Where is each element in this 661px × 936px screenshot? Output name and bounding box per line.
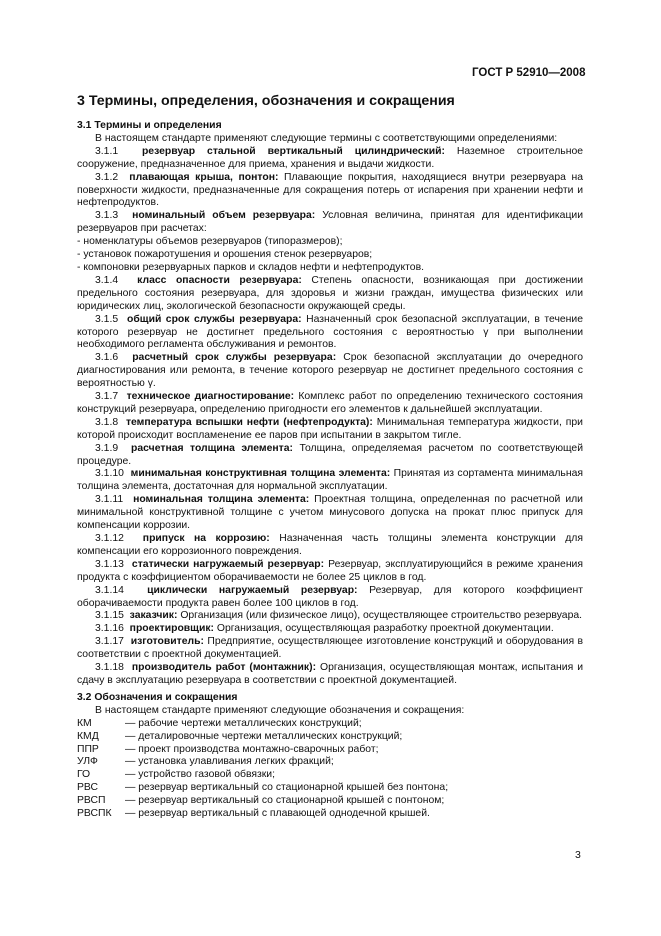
term-text: Организация, осуществляющая монтаж, испытания и сдачу в эксплуатацию резервуара в соответствии с проектной документацией. (77, 662, 583, 686)
abbreviation-definition: — резервуар вертикальный со стационарной крышей с понтоном; (125, 795, 445, 807)
term-number: 3.1.8 (95, 416, 119, 428)
term-text: Резервуар, эксплуатирующийся в режиме хранения продукта с коэффициентом оборачиваемости не более 25 циклов в год. (77, 558, 583, 583)
term-text: Проектная толщина, определенная по расчетной или минимальной конструктивной толщине с учетом минусового допуска на прокат плюс припуск для компенсации коррозии. (77, 494, 583, 532)
term-name: заказчик: (129, 610, 178, 622)
abbreviation-definition: — устройство газовой обвязки; (125, 769, 275, 781)
term-name: общий срок службы резервуара: (127, 313, 302, 325)
term-number: 3.1.7 (95, 391, 119, 403)
term-number: 3.1.13 (95, 558, 124, 570)
term-name: класс опасности резервуара: (137, 274, 302, 286)
term-definition (77, 443, 583, 469)
term-number: 3.1.12 (95, 533, 124, 544)
term-number: 3.1.5 (95, 313, 119, 325)
term-definition (77, 662, 583, 688)
term-text: Организация, осуществляющая разработку проектной документации. (214, 623, 554, 635)
term-text: Толщина, определяемая расчетом по соответствующей процедуре. (77, 442, 583, 467)
abbreviation-row (77, 808, 583, 821)
list-item: - номенклатуры объемов резервуаров (типоразмеров); (77, 236, 343, 248)
abbreviation-definition: — деталировочные чертежи металлических конструкций; (125, 730, 403, 742)
term-text: Организация (или физическое лицо), осуществляющее строительство резервуара. (177, 610, 583, 622)
term-name: номинальный объем резервуара: (132, 210, 316, 222)
term-definition (77, 468, 583, 494)
term-definition (77, 275, 583, 314)
term-name: производитель работ (монтажник): (131, 662, 317, 674)
term-name: циклически нагружаемый резервуар: (147, 584, 358, 596)
abbreviation-row (77, 744, 583, 757)
term-name: резервуар стальной вертикальный цилиндрический: (141, 145, 445, 157)
term-text: Назначенная часть толщины элемента конструкции для компенсации его коррозионного повреждения. (77, 533, 583, 557)
abbreviations-list (77, 718, 583, 821)
term-number: 3.1.17 (95, 636, 124, 648)
abbreviation-row (77, 718, 583, 731)
term-name: расчетная толщина элемента: (131, 442, 293, 454)
term-text: Принятая из сортамента минимальная толщина элемента, достаточная для нормальной эксплуатации. (77, 468, 583, 493)
subsection-intro-3-1: В настоящем стандарте применяют следующие термины с соответствующими определениями: (95, 132, 558, 144)
abbreviation-row (77, 756, 583, 769)
term-number: 3.1.18 (95, 662, 124, 674)
term-name: температура вспышки нефти (нефтепродукта): (125, 416, 373, 428)
term-text: Плавающие покрытия, находящиеся внутри резервуара на поверхности жидкости, предназначенные для сокращения потерь от испарения при хранении нефти и нефтепродуктов. (77, 171, 583, 209)
term-text: Минимальная температура жидкости, при которой происходит воспламенение ее паров при испытании в закрытом тигле. (77, 416, 583, 441)
term-name: плавающая крыша, понтон: (129, 171, 279, 183)
term-name: изготовитель: (130, 636, 204, 648)
term-definition (77, 417, 583, 443)
term-number: 3.1.14 (95, 584, 124, 596)
subsection-title-3-2: 3.2 Обозначения и сокращения (77, 691, 238, 703)
terms-list-1 (77, 146, 583, 236)
term-definition (77, 636, 583, 662)
term-number: 3.1.16 (95, 623, 124, 635)
subsection-title-3-1: 3.1 Термины и определения (77, 120, 222, 131)
term-definition (77, 352, 583, 391)
abbreviation-code: ГО (77, 769, 91, 781)
abbreviation-code: УЛФ (77, 756, 98, 768)
abbreviation-definition: — проект производства монтажно-сварочных работ; (125, 743, 379, 755)
term-definition (77, 494, 583, 533)
term-name: статически нагружаемый резервуар: (131, 558, 325, 570)
term-definition (77, 559, 583, 585)
term-definition (77, 314, 583, 353)
abbreviation-definition: — установка улавливания легких фракций; (125, 756, 334, 768)
term-number: 3.1.6 (95, 352, 119, 364)
term-text: Предприятие, осуществляющее изготовление конструкций и оборудования в соответствии с проектной документацией. (77, 636, 583, 661)
abbreviation-code: РВСП (77, 795, 106, 807)
term-text: Условная величина, принятая для идентификации резервуаров при расчетах: (77, 210, 584, 235)
page-number: 3 (575, 849, 581, 861)
abbreviation-row (77, 731, 583, 744)
section-title: 3 Термины, определения, обозначения и сокращения (77, 93, 455, 109)
term-number: 3.1.9 (95, 442, 119, 454)
list-item: - установок пожаротушения и орошения стенок резервуаров; (77, 249, 373, 261)
term-definition (77, 623, 583, 636)
section-body (77, 120, 583, 821)
abbreviation-code: ППР (77, 743, 99, 755)
abbreviation-code: КМ (77, 717, 92, 729)
abbreviation-row (77, 782, 583, 795)
term-name: расчетный срок службы резервуара: (132, 352, 337, 364)
list-3-1-3 (77, 236, 583, 275)
term-name: припуск на коррозию: (142, 533, 270, 544)
term-number: 3.1.10 (95, 468, 124, 480)
term-text: Назначенный срок безопасной эксплуатации, в течение которого резервуар не достигнет предельного состояния с вероятностью γ при выполнении необходимого регламента обслуживания и ремонтов. (77, 313, 584, 351)
term-text: Комплекс работ по определению технического состояния конструкций резервуара, определению пригодности его элементов к дальнейшей эксплуатации. (77, 391, 583, 415)
term-definition (77, 533, 583, 559)
document-code-header: ГОСТ Р 52910—2008 (472, 67, 586, 79)
term-text: Наземное строительное сооружение, предназначенное для приема, хранения и выдачи жидкости. (77, 145, 583, 170)
term-definition (77, 585, 583, 611)
abbreviation-definition: — резервуар вертикальный с плавающей однодечной крышей. (125, 808, 430, 820)
subsection-intro-3-2: В настоящем стандарте применяют следующие обозначения и сокращения: (95, 704, 465, 716)
abbreviation-row (77, 769, 583, 782)
abbreviation-code: РВСПК (77, 808, 112, 820)
term-number: 3.1.15 (95, 610, 124, 622)
term-name: техническое диагностирование: (126, 391, 295, 403)
abbreviation-code: КМД (77, 730, 99, 742)
abbreviation-definition: — рабочие чертежи металлических конструкций; (125, 717, 362, 729)
term-number: 3.1.1 (95, 145, 119, 157)
term-text: Срок безопасной эксплуатации до очередного диагностирования или ремонта, в течение которого резервуар не достигнет предельного состояния с вероятностью γ. (77, 352, 583, 390)
term-definition (77, 210, 583, 236)
term-name: проектировщик: (129, 623, 214, 635)
term-number: 3.1.3 (95, 210, 119, 222)
term-text: Степень опасности, возникающая при достижении предельного состояния резервуара, для здоровья и жизни граждан, имущества физических или юридических лиц, экологической безопасности окружающей среды. (77, 274, 584, 312)
term-number: 3.1.11 (95, 494, 124, 506)
term-number: 3.1.4 (95, 274, 119, 286)
terms-list-2 (77, 275, 583, 688)
term-name: номинальная толщина элемента: (133, 494, 310, 506)
term-definition (77, 391, 583, 417)
list-item: - компоновки резервуарных парков и складов нефти и нефтепродуктов. (77, 261, 424, 273)
abbreviation-code: РВС (77, 782, 99, 794)
abbreviation-definition: — резервуар вертикальный со стационарной крышей без понтона; (125, 782, 449, 794)
term-definition (77, 172, 583, 211)
abbreviation-row (77, 795, 583, 808)
term-name: минимальная конструктивная толщина элемента: (130, 468, 391, 480)
term-definition (77, 610, 583, 623)
term-text: Резервуар, для которого коэффициент оборачиваемости продукта равен более 100 циклов в год. (77, 584, 583, 609)
term-number: 3.1.2 (95, 171, 119, 183)
term-definition (77, 146, 583, 172)
